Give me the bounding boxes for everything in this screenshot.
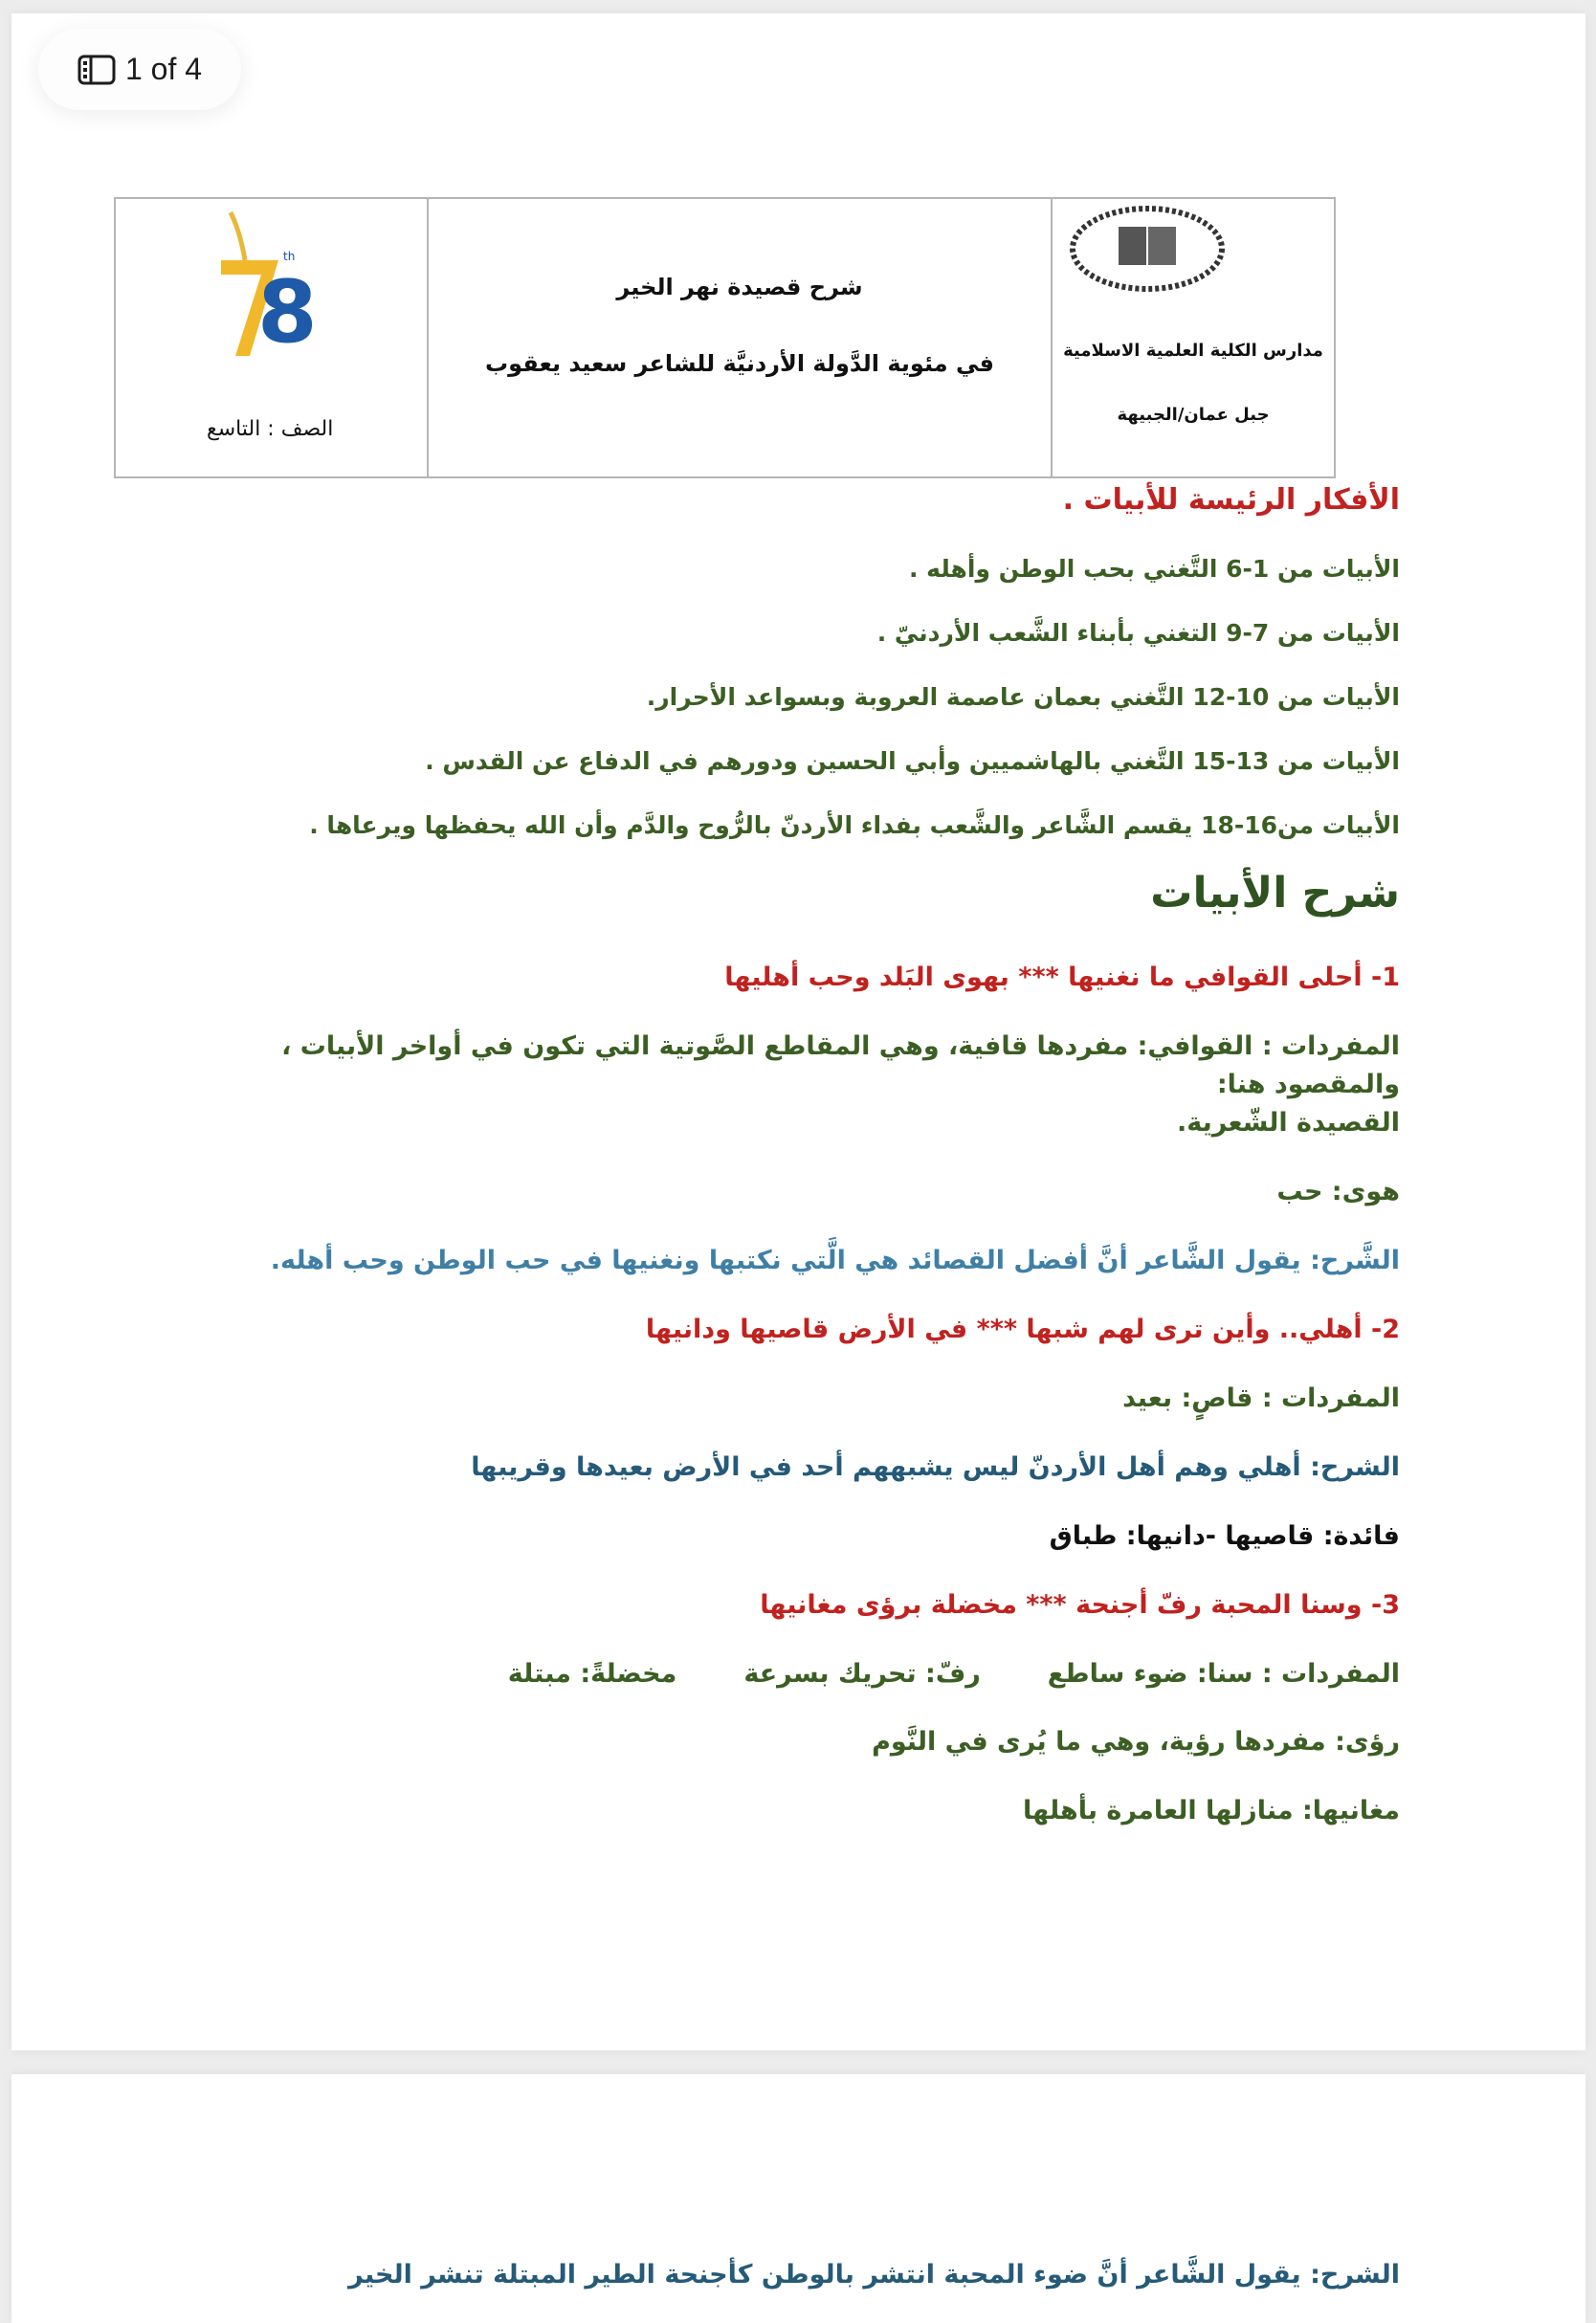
main-idea-item: الأبيات من 7-9 التغني بأبناء الشَّعب الأردنيّ .	[876, 619, 1400, 647]
main-idea-item: الأبيات من16-18 يقسم الشَّاعر والشَّعب بفداء الأردنّ بالرُّوح والدَّم وأن الله يحفظها ويرعاها .	[309, 811, 1400, 839]
header-title-cell	[428, 198, 1052, 477]
verse-3-vocab-row	[194, 1655, 1400, 1723]
explanation-heading: شرح الأبيات	[1150, 869, 1400, 918]
header-left-cell	[115, 198, 428, 477]
page-indicator-button[interactable]	[38, 29, 241, 110]
verse-1-explanation: الشَّرح: يقول الشَّاعر أنَّ أفضل القصائد هي الَّتي نكتبها ونغنيها في حب الوطن وحب أهله.	[270, 1246, 1400, 1275]
school-location: جبل عمان/الجبيهة	[1117, 405, 1270, 425]
document-subtitle: في مئوية الدَّولة الأردنيَّة للشاعر سعيد يعقوب	[485, 350, 994, 377]
page-2-explanation: الشرح: يقول الشَّاعر أنَّ ضوء المحبة انتشر بالوطن كأجنحة الطير المبتلة تنشر الخير	[348, 2260, 1400, 2290]
header-table	[114, 197, 1336, 478]
verse-1: 1- أحلى القوافي ما نغنيها *** بهوى البَلد وحب أهليها	[724, 962, 1400, 992]
verse-3-vocab-raff: رفّ: تحريك بسرعة	[743, 1659, 981, 1689]
main-ideas-heading: الأفكار الرئيسة للأبيات .	[1062, 483, 1400, 517]
main-idea-item: الأبيات من 10-12 التَّغني بعمان عاصمة العروبة وبسواعد الأحرار.	[646, 683, 1400, 711]
verse-3-vocab-mukhdalla: مخضلةً: مبتلة	[507, 1659, 677, 1689]
verse-3: 3- وسنا المحبة رفّ أجنحة *** مخضلة برؤى مغانيها	[760, 1590, 1400, 1620]
header-right-cell	[1052, 198, 1335, 477]
svg-text:th: th	[283, 250, 296, 263]
verse-1-vocab-cont: القصيدة الشّعرية.	[1176, 1108, 1400, 1138]
page-indicator-label: 1 of 4	[124, 52, 203, 86]
verse-2: 2- أهلي.. وأين ترى لهم شبها *** في الأرض قاصيها ودانيها	[645, 1315, 1400, 1344]
verse-2-vocab: المفردات : قاصٍ: بعيد	[1122, 1383, 1400, 1413]
grade-label: الصف : التاسع	[207, 417, 334, 441]
verse-2-explanation: الشرح: أهلي وهم أهل الأردنّ ليس يشبههم أحد في الأرض بعيدها وقريبها	[471, 1452, 1400, 1482]
sidebar-toggle-icon	[78, 55, 116, 85]
verse-3-vocab-ruaa: رؤى: مفردها رؤية، وهي ما يُرى في النَّوم	[872, 1727, 1400, 1757]
verse-1-vocab: المفردات : القوافي: مفردها قافية، وهي المقاطع الصَّوتية التي تكون في أواخر الأبيات ، والمقصود هنا:	[281, 1031, 1400, 1099]
school-name: مدارس الكلية العلمية الاسلامية	[1063, 341, 1323, 361]
anniversary-logo	[202, 203, 336, 370]
verse-3-vocab-maghani: مغانيها: منازلها العامرة بأهلها	[1023, 1796, 1400, 1825]
main-idea-item: الأبيات من 1-6 التَّغني بحب الوطن وأهله .	[908, 555, 1400, 583]
verse-3-vocab-sana: المفردات : سنا: ضوء ساطع	[1047, 1659, 1400, 1689]
svg-text:8: 8	[257, 262, 318, 363]
document-title: شرح قصيدة نهر الخير	[616, 274, 863, 300]
school-emblem	[1066, 203, 1229, 294]
verse-1-vocab-hawa: هوى: حب	[1276, 1177, 1400, 1206]
main-idea-item: الأبيات من 13-15 التَّغني بالهاشميين وأبي الحسين ودورهم في الدفاع عن القدس .	[425, 747, 1400, 775]
verse-2-note: فائدة: قاصيها -دانيها: طباق	[1049, 1521, 1400, 1551]
content-column	[194, 481, 1400, 1861]
